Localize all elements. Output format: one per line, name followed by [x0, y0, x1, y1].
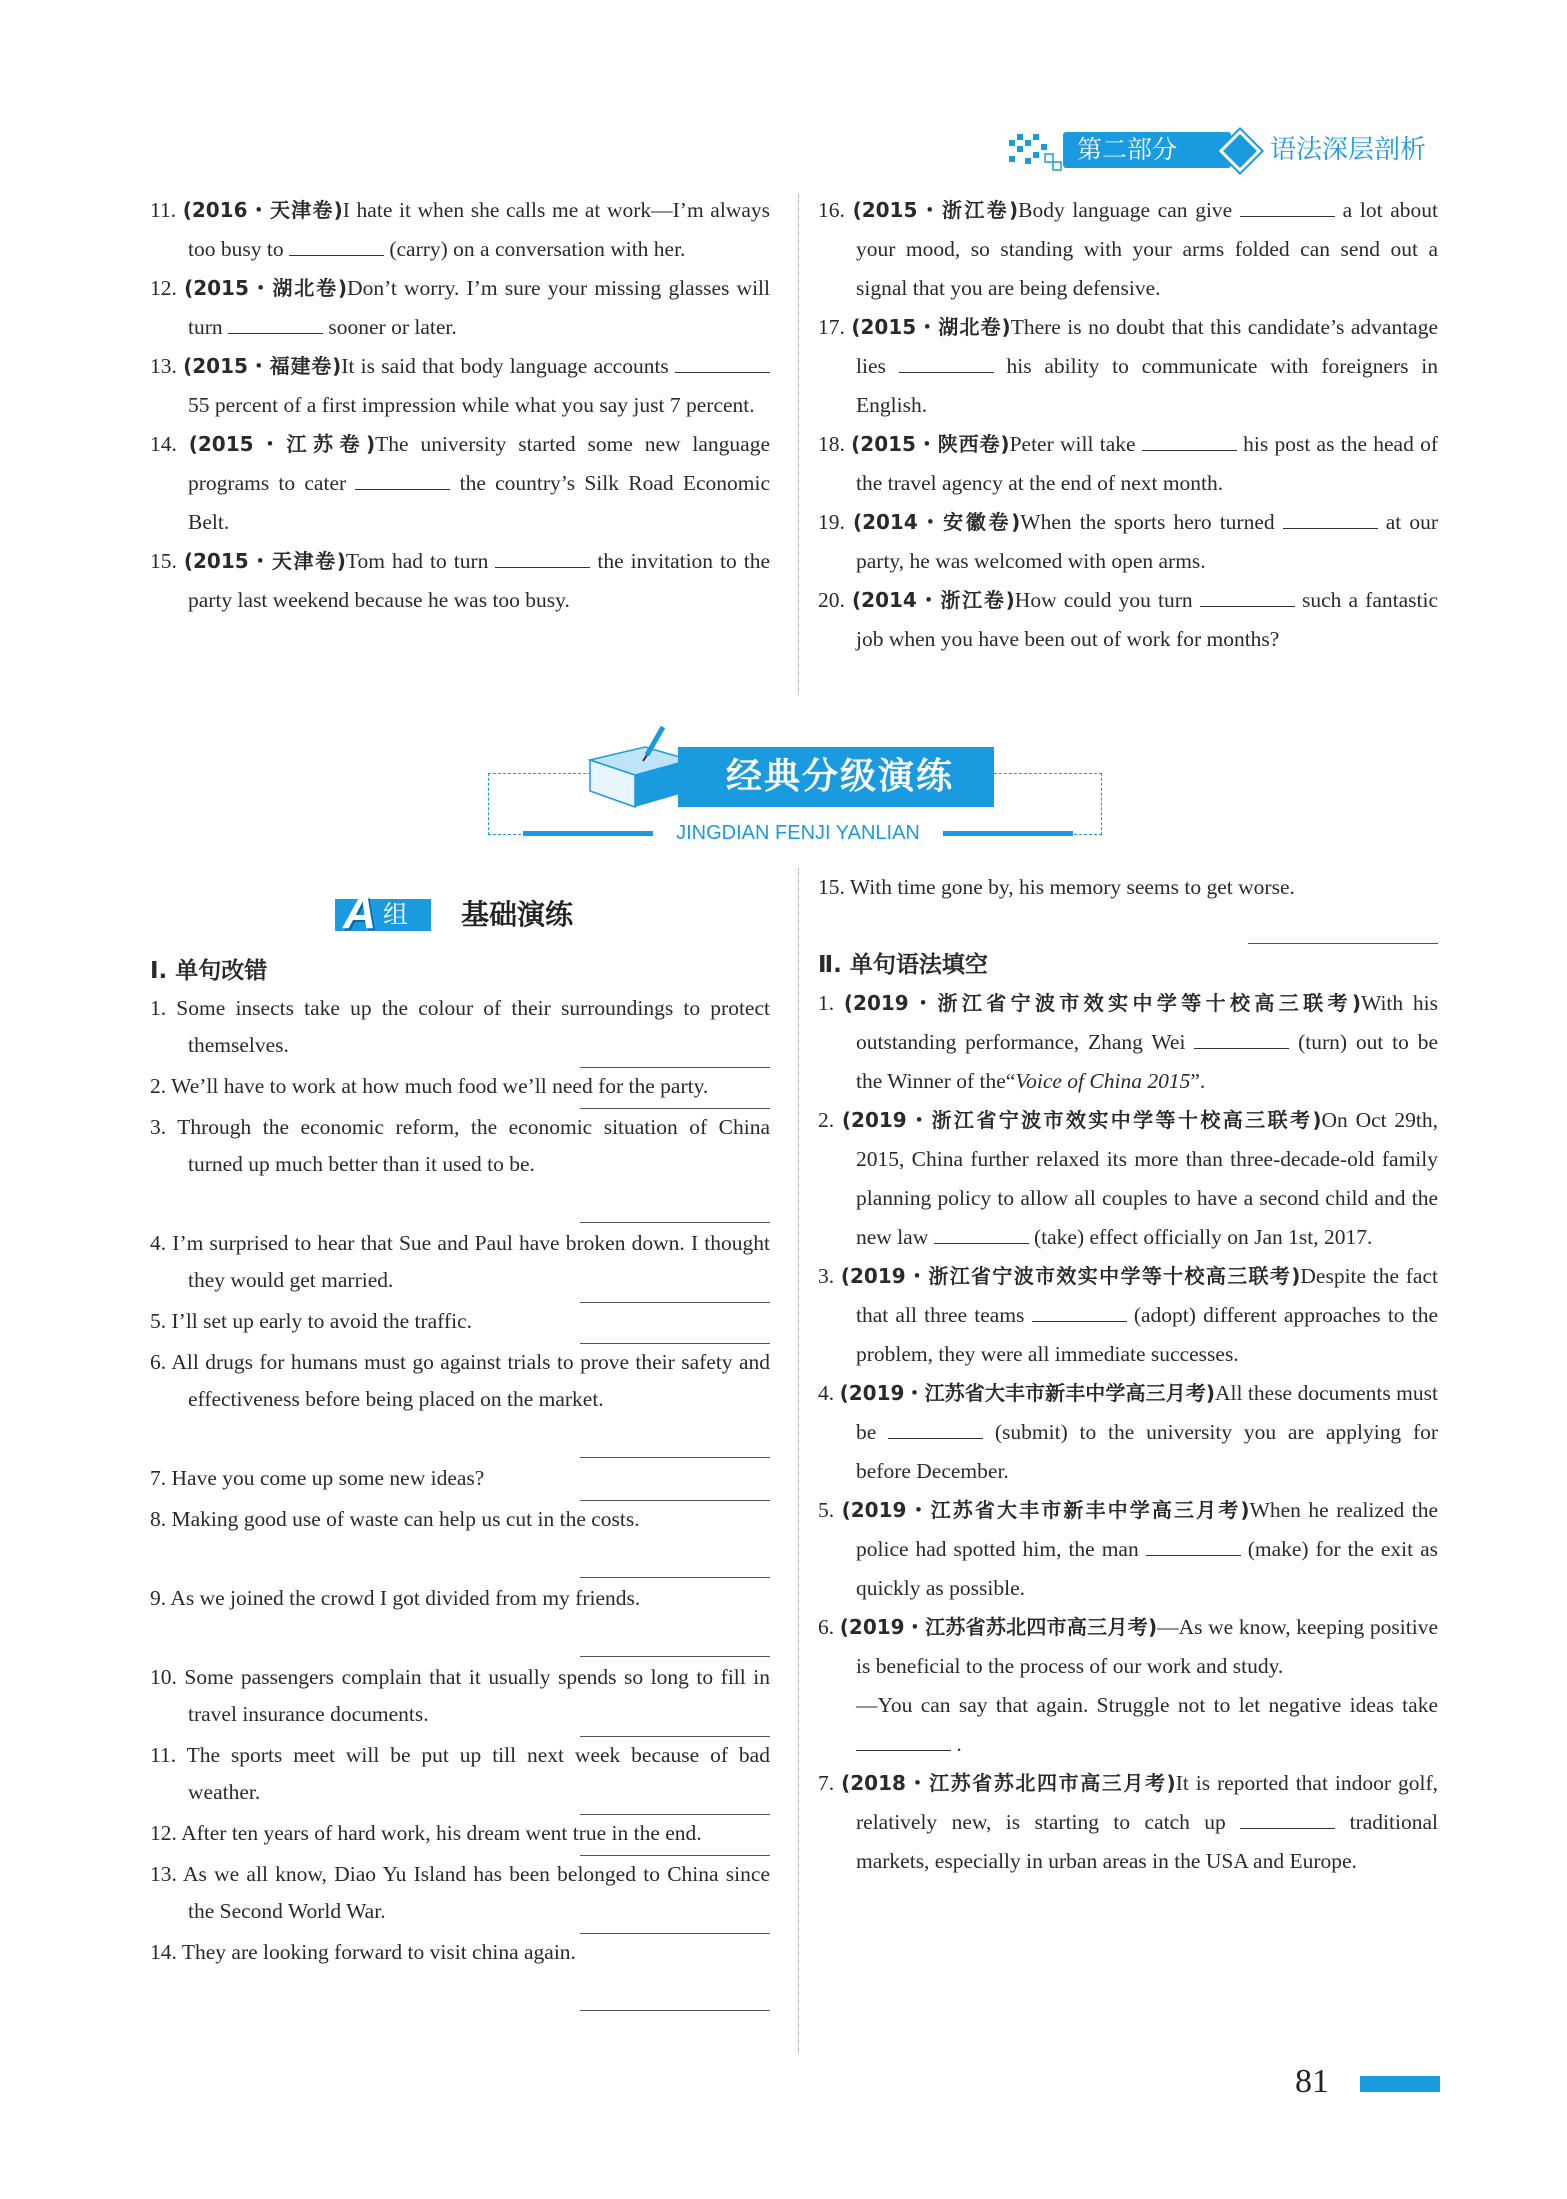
answer-blank[interactable] [934, 1223, 1029, 1244]
header [1005, 128, 1475, 174]
question-text-after: (take) effect officially on Jan 1st, 2017. [1034, 1225, 1373, 1249]
question-number: 14. [150, 1940, 177, 1964]
correction-item [150, 990, 770, 1068]
correction-item [150, 1501, 770, 1580]
question-text: I’ll set up early to avoid the traffic. [171, 1309, 472, 1333]
question-number: 6. [150, 1350, 167, 1374]
question-number: 17. [818, 315, 845, 339]
correction-text [150, 990, 770, 1064]
question-number: 13. [150, 354, 177, 378]
correction-item [150, 1344, 770, 1460]
correction-item [150, 1934, 770, 2013]
pixel-logo-icon [1005, 132, 1065, 172]
answer-blank[interactable] [1142, 430, 1237, 451]
header-subtitle: 语法深层剖析 [1270, 135, 1427, 165]
question-text: As we all know, Diao Yu Island has been belonged to China since the Second World War. [182, 1862, 770, 1923]
answer-line[interactable] [580, 2010, 770, 2011]
question-text: I hate it when she calls me at work—I’m always too busy to [188, 198, 771, 261]
top-left-questions [150, 191, 770, 620]
question-number: 1. [818, 991, 835, 1015]
question-text: With his outstanding performance, Zhang Wei [856, 991, 1439, 1054]
question-text-after: sooner or later. [328, 315, 457, 339]
question-text: With time gone by, his memory seems to get worse. [849, 875, 1295, 899]
banner-line-left [523, 831, 653, 836]
question-source: (2019・浙江省宁波市效实中学等十校高三联考) [840, 1264, 1301, 1288]
question-source: (2015・陕西卷) [851, 432, 1010, 456]
section1-list [150, 990, 770, 2013]
section2-list [818, 984, 1438, 1881]
question-text: They are looking forward to visit china again. [181, 1940, 576, 1964]
question-text: It is reported that indoor golf, relatively new, is starting to catch up [856, 1771, 1439, 1834]
correction-item [150, 1460, 770, 1501]
question-text: Don’t worry. I’m sure your missing glasses will turn [188, 276, 770, 339]
section2-heading: Ⅱ. 单句语法填空 [818, 952, 988, 978]
question-text-after: (make) for the exit as quickly as possible. [856, 1537, 1438, 1600]
question-text-after: traditional markets, especially in urban areas in the USA and Europe. [856, 1810, 1438, 1873]
column-divider-lower [798, 868, 799, 2053]
question-text: Peter will take [1009, 432, 1136, 456]
question-text: It is said that body language accounts [341, 354, 669, 378]
correction-item [150, 1068, 770, 1109]
question-item [818, 1764, 1438, 1881]
question-number: 18. [818, 432, 845, 456]
part-label: 第二部分 [1077, 135, 1178, 164]
question-number: 13. [150, 1862, 177, 1886]
section-banner [485, 725, 1105, 850]
question-text-after: his post as the head of the travel agency at the end of next month. [856, 432, 1439, 495]
question-source: (2016・天津卷) [182, 198, 343, 222]
correction-text [150, 1225, 770, 1299]
question-text: When the sports hero turned [1020, 510, 1275, 534]
answer-blank[interactable] [1240, 196, 1335, 217]
question-item [150, 425, 770, 542]
answer-blank[interactable] [1283, 508, 1378, 529]
question-number: 3. [818, 1264, 835, 1288]
question-source: (2014・浙江卷) [852, 588, 1015, 612]
question-source: (2019・江苏省大丰市新丰中学高三月考) [839, 1381, 1215, 1405]
question-text: Despite the fact that all three teams [856, 1264, 1438, 1327]
question-number: 11. [150, 1743, 177, 1767]
question-source: (2019・江苏省苏北四市高三月考) [839, 1615, 1158, 1639]
answer-blank[interactable] [1194, 1028, 1289, 1049]
question-item [818, 308, 1438, 425]
question-text: How could you turn [1014, 588, 1193, 612]
correction-text [150, 1815, 770, 1852]
answer-blank[interactable] [888, 1418, 983, 1439]
correction-text [150, 1659, 770, 1733]
question-text: All these documents must be [856, 1381, 1438, 1444]
question-text: As we joined the crowd I got divided from my friends. [170, 1586, 641, 1610]
question-source: (2015・浙江卷) [852, 198, 1019, 222]
question-number: 7. [150, 1466, 167, 1490]
question-text-after: such a fantastic job when you have been out of work for months? [856, 588, 1439, 651]
question-text: I’m surprised to hear that Sue and Paul have broken down. I thought they would get married. [172, 1231, 770, 1292]
group-zu: 组 [383, 900, 409, 929]
question-item [818, 984, 1438, 1101]
answer-line[interactable] [580, 1656, 770, 1657]
question-text: All drugs for humans must go against trials to prove their safety and effectiveness before being placed on the market. [171, 1350, 770, 1411]
question-text: The sports meet will be put up till next week because of bad weather. [186, 1743, 770, 1804]
correction-item [150, 1815, 770, 1856]
question-item [818, 581, 1438, 659]
correction-item [150, 1856, 770, 1934]
question-text-after: a lot about your mood, so standing with your arms folded can send out a signal that you are being defensive. [856, 198, 1439, 300]
question-text-line2: —You can say that again. Struggle not to let negative ideas take [856, 1693, 1438, 1717]
question-item [150, 191, 770, 269]
question-text-after: the country’s Silk Road Economic Belt. [188, 471, 771, 534]
question-number: 4. [150, 1231, 167, 1255]
page-number: 81 [1295, 2063, 1329, 2100]
question-item [150, 347, 770, 425]
answer-blank[interactable] [289, 235, 384, 256]
correction-item [150, 1109, 770, 1225]
question-item [818, 1608, 1438, 1764]
question-source: (2018・江苏省苏北四市高三月考) [841, 1771, 1176, 1795]
correction-text [150, 1856, 770, 1930]
question-text-after: (carry) on a conversation with her. [389, 237, 686, 261]
question-number: 11. [150, 198, 177, 222]
correction-text [150, 1109, 770, 1183]
correction-text [150, 1344, 770, 1418]
question-item [818, 1374, 1438, 1491]
correction-item [150, 1737, 770, 1815]
question-text-after: at our party, he was welcomed with open arms. [856, 510, 1438, 573]
question-source: (2019・浙江省宁波市效实中学等十校高三联考) [841, 1108, 1322, 1132]
question-text-after: (turn) out to be the Winner of the“ [856, 1030, 1439, 1093]
section1-list-continued [818, 868, 1438, 944]
top-right-questions [818, 191, 1438, 659]
correction-item [150, 1303, 770, 1344]
question-tail: ”. [1190, 1069, 1206, 1093]
question-text: Tom had to turn [345, 549, 489, 573]
question-text: Making good use of waste can help us cut in the costs. [171, 1507, 640, 1531]
answer-blank[interactable] [1146, 1535, 1241, 1556]
question-number: 5. [818, 1498, 835, 1522]
question-number: 16. [818, 198, 845, 222]
answer-blank[interactable] [675, 352, 770, 373]
page-number-bar [1360, 2076, 1440, 2092]
question-text: There is no doubt that this candidate’s advantage lies [856, 315, 1438, 378]
question-text: Some insects take up the colour of their surroundings to protect themselves. [176, 996, 770, 1057]
correction-text [818, 868, 1438, 907]
banner-pinyin: JINGDIAN FENJI YANLIAN [653, 819, 943, 847]
question-item [818, 1257, 1438, 1374]
question-number: 12. [150, 1821, 177, 1845]
question-number: 3. [150, 1115, 167, 1139]
question-source: (2014・安徽卷) [852, 510, 1021, 534]
question-text: After ten years of hard work, his dream went true in the end. [181, 1821, 702, 1845]
question-number: 2. [150, 1074, 167, 1098]
answer-line[interactable] [580, 1457, 770, 1458]
question-text-after: (submit) to the university you are applying for before December. [856, 1420, 1439, 1483]
answer-blank[interactable] [228, 313, 323, 334]
question-item [818, 425, 1438, 503]
question-number: 15. [818, 875, 845, 899]
question-number: 19. [818, 510, 845, 534]
question-source: (2015・天津卷) [183, 549, 346, 573]
banner-line-right [943, 831, 1073, 836]
question-number: 4. [818, 1381, 835, 1405]
group-name: 基础演练 [461, 898, 574, 931]
question-number: 6. [818, 1615, 835, 1639]
correction-item [150, 1580, 770, 1659]
group-letter: A [343, 886, 377, 938]
question-item [818, 503, 1438, 581]
question-number: 8. [150, 1507, 167, 1531]
question-source: (2015・江苏卷) [188, 432, 376, 456]
question-text: The university started some new language programs to cater [188, 432, 771, 495]
question-item [150, 542, 770, 620]
group-heading [335, 886, 635, 938]
question-number: 7. [818, 1771, 835, 1795]
question-text: —As we know, keeping positive is beneficial to the process of our work and study. [856, 1615, 1439, 1678]
question-text: Have you come up some new ideas? [171, 1466, 485, 1490]
correction-text [150, 1068, 770, 1105]
question-source: (2015・湖北卷) [851, 315, 1011, 339]
correction-text [150, 1737, 770, 1811]
question-number: 14. [150, 432, 177, 456]
question-text: We’ll have to work at how much food we’ll need for the party. [171, 1074, 709, 1098]
question-text-after: (adopt) different approaches to the problem, they were all immediate successes. [856, 1303, 1439, 1366]
question-source: (2019・江苏省大丰市新丰中学高三月考) [841, 1498, 1250, 1522]
correction-text [150, 1934, 770, 1971]
correction-text [150, 1580, 770, 1617]
question-number: 1. [150, 996, 167, 1020]
correction-text [150, 1460, 770, 1497]
correction-item [818, 868, 1438, 944]
question-text: Body language can give [1018, 198, 1233, 222]
column-divider [798, 195, 799, 695]
question-text: Some passengers complain that it usually spends so long to fill in travel insurance documents. [184, 1665, 770, 1726]
question-number: 2. [818, 1108, 835, 1132]
section1-heading: Ⅰ. 单句改错 [150, 958, 268, 984]
question-text: When he realized the police had spotted him, the man [856, 1498, 1438, 1561]
question-number: 5. [150, 1309, 167, 1333]
correction-text [150, 1303, 770, 1340]
question-number: 12. [150, 276, 177, 300]
correction-item [150, 1225, 770, 1303]
question-item [818, 191, 1438, 308]
answer-line[interactable] [580, 1577, 770, 1578]
answer-blank[interactable] [1240, 1808, 1335, 1829]
italic-title: Voice of China 2015 [1015, 1069, 1191, 1093]
question-number: 15. [150, 549, 177, 573]
question-item [818, 1101, 1438, 1257]
question-source: (2015・福建卷) [183, 354, 342, 378]
question-source: (2015・湖北卷) [184, 276, 348, 300]
answer-line[interactable] [580, 1222, 770, 1223]
question-number: 10. [150, 1665, 177, 1689]
question-number: 9. [150, 1586, 167, 1610]
correction-item [150, 1659, 770, 1737]
answer-line[interactable] [1248, 943, 1438, 944]
answer-blank[interactable] [899, 352, 994, 373]
question-number: 20. [818, 588, 845, 612]
question-source: (2019・浙江省宁波市效实中学等十校高三联考) [843, 991, 1362, 1015]
correction-text [150, 1501, 770, 1538]
answer-blank[interactable] [1200, 586, 1295, 607]
answer-blank[interactable] [1032, 1301, 1127, 1322]
question-text: On Oct 29th, 2015, China further relaxed its more than three-decade-old family planning policy to allow all couples to have a second child and the new law [856, 1108, 1439, 1249]
banner-title: 经典分级演练 [725, 756, 954, 797]
question-text-after: 55 percent of a first impression while what you say just 7 percent. [188, 393, 755, 417]
answer-blank[interactable] [495, 547, 590, 568]
question-text-after: the invitation to the party last weekend because he was too busy. [188, 549, 771, 612]
question-item [818, 1491, 1438, 1608]
question-text: Through the economic reform, the economic situation of China turned up much better than it used to be. [177, 1115, 770, 1176]
question-text-after: . [956, 1732, 962, 1756]
answer-blank[interactable] [856, 1730, 951, 1751]
question-item [150, 269, 770, 347]
answer-blank[interactable] [355, 469, 450, 490]
question-text-after: his ability to communicate with foreigners in English. [856, 354, 1439, 417]
